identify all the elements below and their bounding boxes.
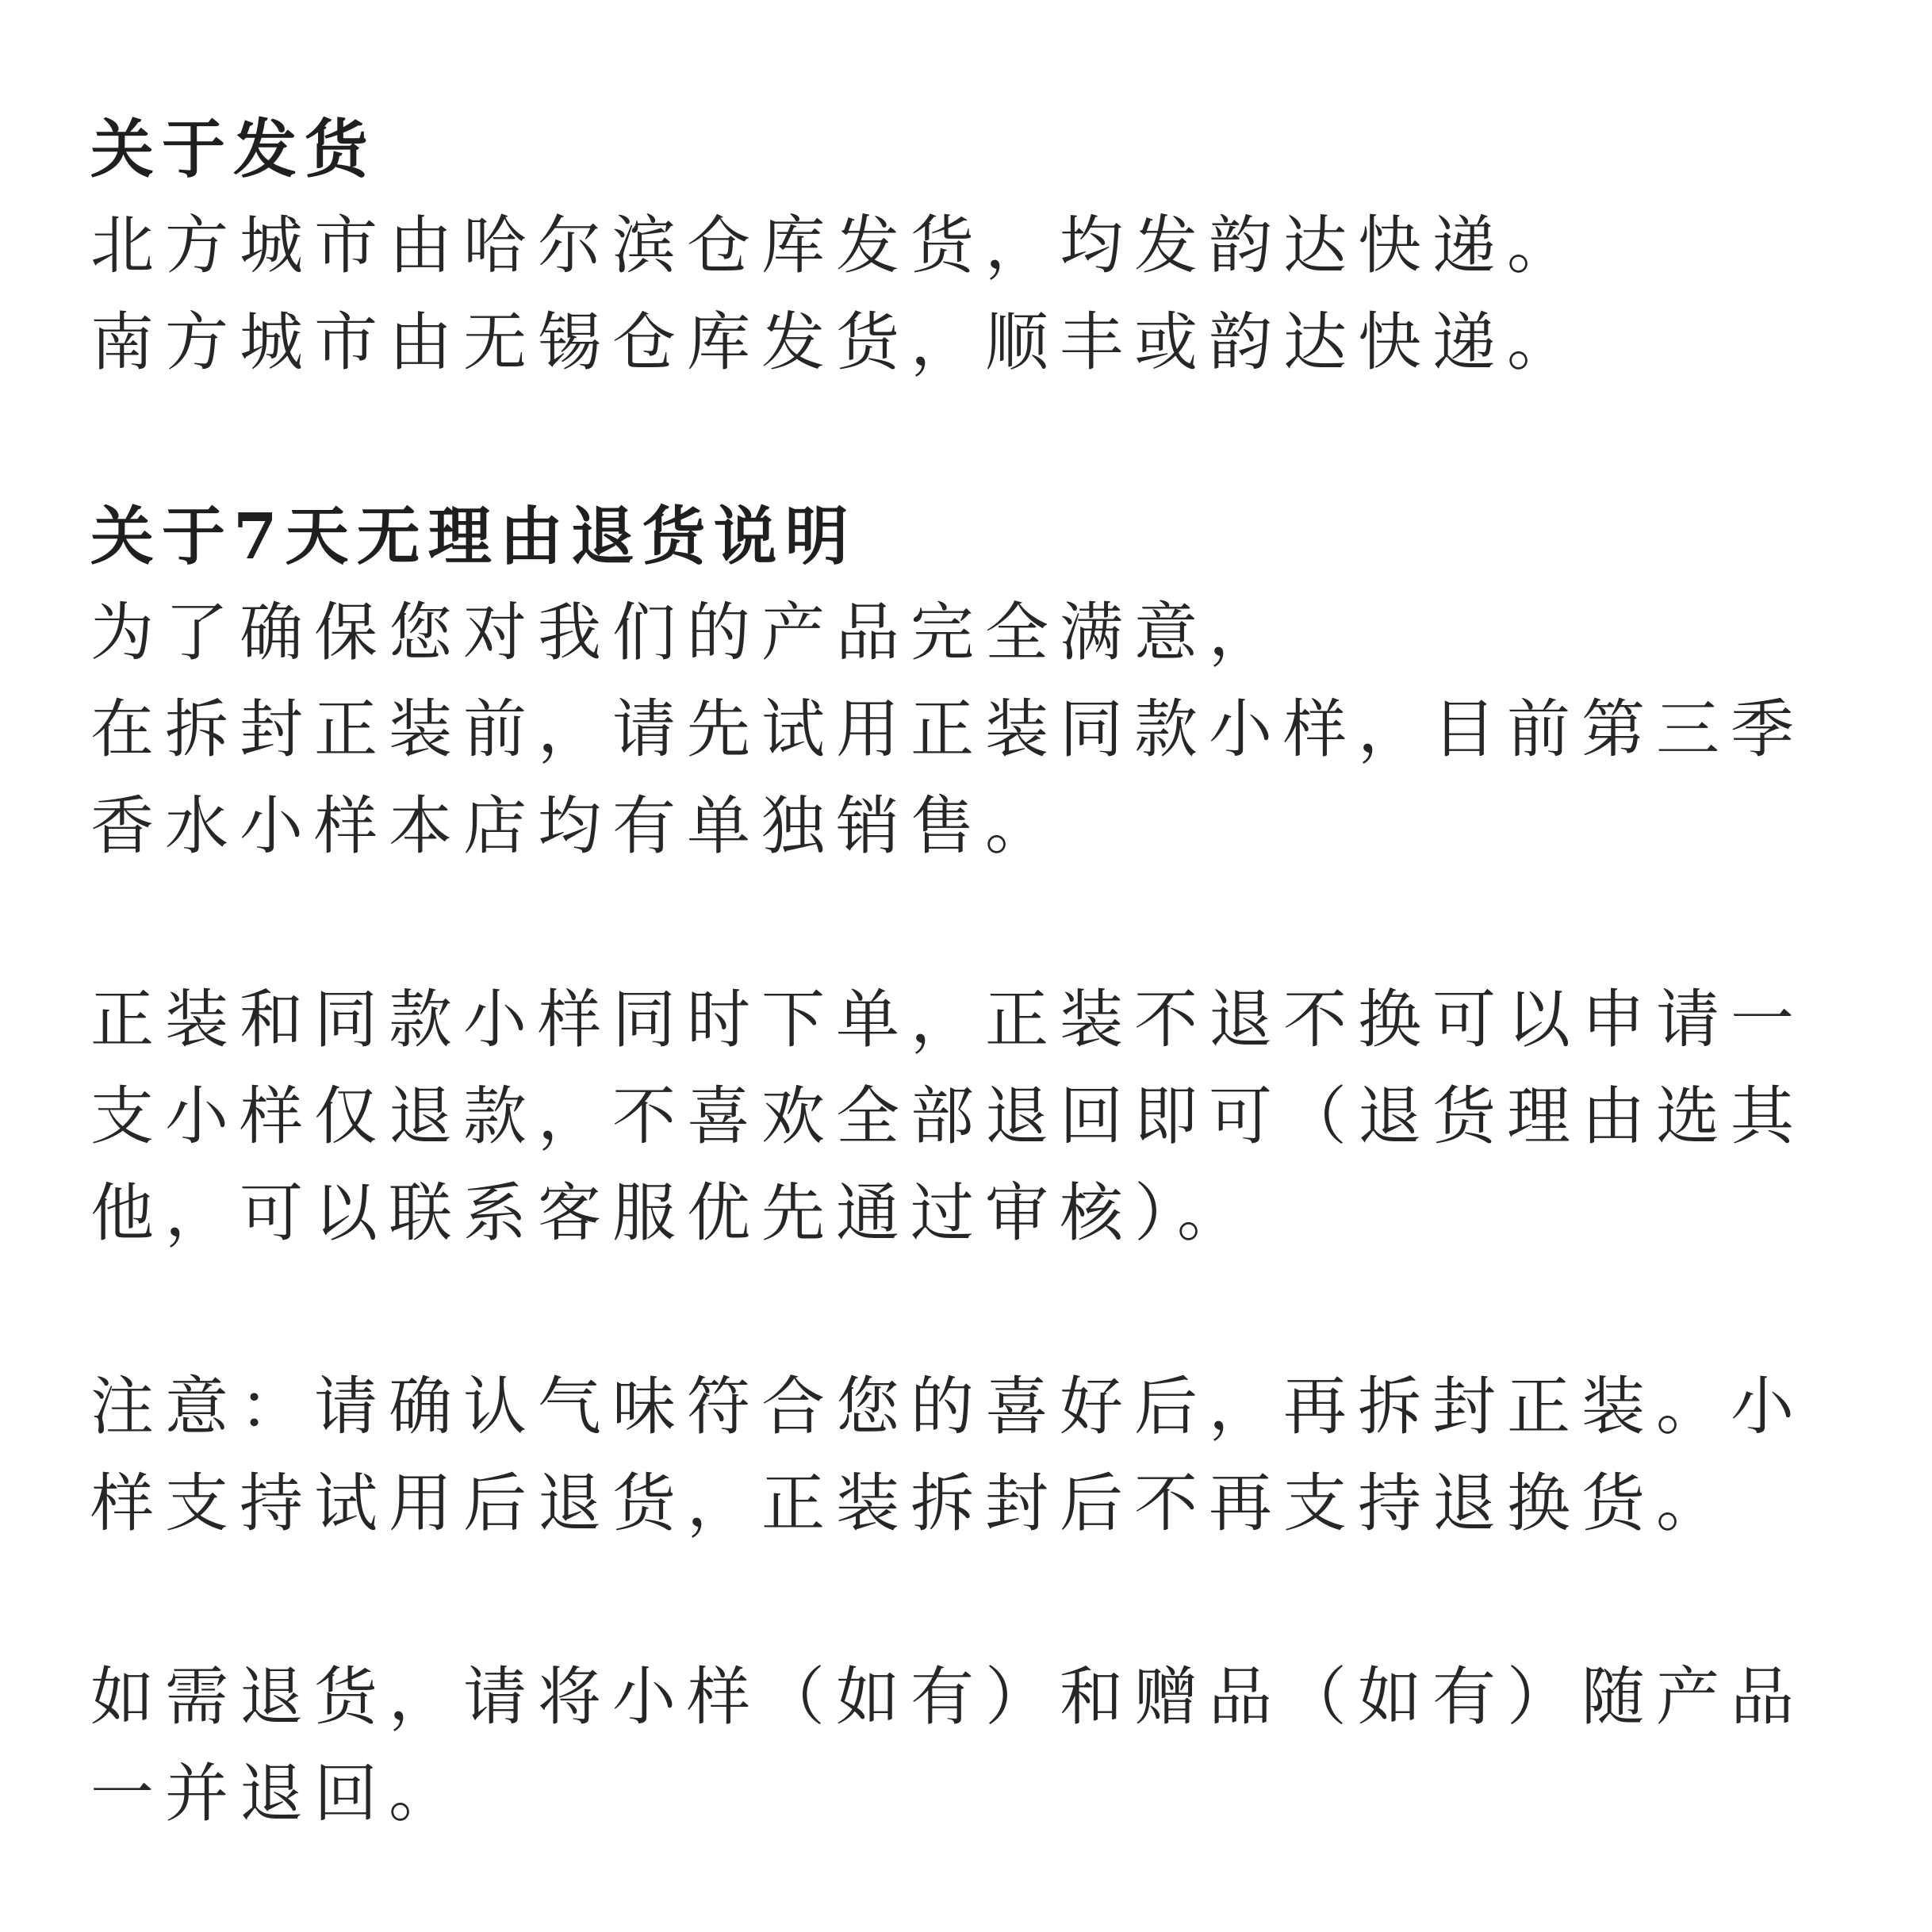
notice-line-2: 样支持试用后退货，正装拆封后不再支持退换货。: [90, 1466, 1731, 1540]
sample-order-line-3: 他，可以联系客服优先通过审核）。: [90, 1176, 1252, 1250]
returns-heading: 关于7天无理由退货说明: [90, 499, 857, 573]
sample-order-line-2: 支小样仅退款，不喜欢全部退回即可（退货理由选其: [90, 1079, 1805, 1153]
shipping-south-line: 南方城市由无锡仓库发货，顺丰或韵达快递。: [90, 305, 1581, 379]
shipping-heading: 关于发货: [90, 112, 376, 186]
sample-order-line-1: 正装和同款小样同时下单，正装不退不换可以申请一: [90, 983, 1805, 1056]
shipping-north-line: 北方城市由哈尔滨仓库发货，均发韵达快递。: [90, 209, 1581, 282]
returns-line-3: 香水小样本店均有单独销售。: [90, 789, 1060, 863]
returns-line-1: 为了确保您对我们的产品完全满意，: [90, 596, 1283, 669]
returns-line-2: 在拆封正装前，请先试用正装同款小样，目前第三季: [90, 692, 1805, 766]
notice-line-1: 注意：请确认气味符合您的喜好后，再拆封正装。小: [90, 1370, 1805, 1443]
return-instructions-line-2: 一并退回。: [90, 1757, 463, 1830]
return-instructions-line-1: 如需退货，请将小样（如有）和赠品（如有）随产品: [90, 1660, 1805, 1734]
